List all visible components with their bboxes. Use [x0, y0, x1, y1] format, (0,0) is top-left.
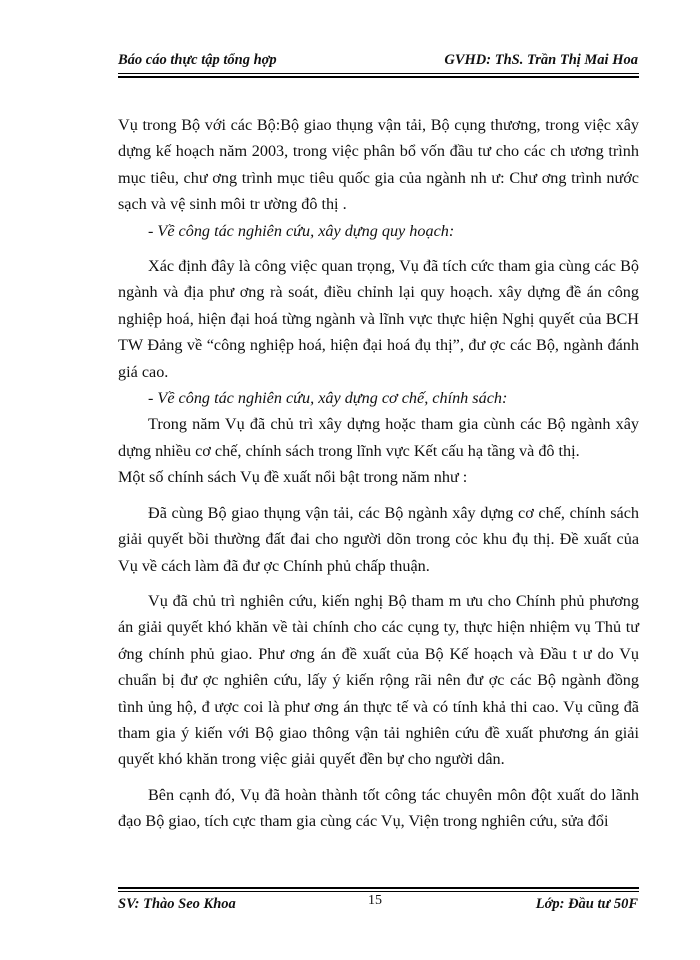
- footer-class: Lớp: Đầu tư 50F: [535, 896, 638, 912]
- paragraph-7: Bên cạnh đó, Vụ đã hoàn thành tốt công tác chuyên môn đột xuất do lãnh đạo Bộ giao, tích cực tham gia cùng các Vụ, Viện trong nghiên cứu, sửa đổi: [118, 785, 639, 831]
- section-heading-policy: - Về công tác nghiên cứu, xây dựng cơ chế, chính sách:: [148, 389, 508, 408]
- paragraph-3: Trong năm Vụ đã chủ trì xây dựng hoặc tham gia cùnh các Bộ ngành xây dựng nhiều cơ chế, chính sách trong lĩnh vực Kết cấu hạ tầng và đô thị.: [118, 415, 639, 460]
- page-number: 15: [368, 893, 382, 908]
- header-rule-thin: [118, 73, 639, 74]
- header-rule-thick: [118, 76, 639, 78]
- footer-student: SV: Thào Seo Khoa: [118, 896, 236, 912]
- paragraph-5: Đã cùng Bộ giao thụng vận tải, các Bộ ngành xây dựng cơ chế, chính sách giải quyết bồi thường đất đai cho người dõn trong cỏc khu đụ thị. Đề xuất của Vụ về cách làm đã đư ợc Chính phủ chấp thuận.: [118, 503, 639, 575]
- body-text: [118, 112, 639, 835]
- header-report-title: Báo cáo thực tập tổng hợp: [118, 52, 277, 68]
- footer-rule-thick: [118, 887, 639, 889]
- footer-rule-thin: [118, 891, 639, 892]
- paragraph-6: Vụ đã chủ trì nghiên cứu, kiến nghị Bộ tham m ưu cho Chính phủ phương án giải quyết khó khăn về tài chính cho các cụng ty, thực hiện nhiệm vụ Thủ tư ớng chính phủ giao. Phư ơng án đề xuất của Bộ Kế hoạch và Đầu t ư do Vụ chuẩn bị đư ợc nghiên cứu, lấy ý kiến rộng rãi nên đư ợc các Bộ ngành đồng tình ủng hộ, đ ược coi là phư ơng án thực tế và có tính khả thi cao. Vụ cũng đã tham gia ý kiến với Bộ giao thông vận tải nghiên cứu đề xuất phương án giải quyết khó khăn trong việc giải quyết đền bự cho người dân.: [118, 591, 639, 769]
- paragraph-4: Một số chính sách Vụ đề xuất nổi bật trong năm như :: [118, 468, 468, 487]
- paragraph-2: Xác định đây là công việc quan trọng, Vụ đã tích cức tham gia cùng các Bộ ngành và địa phư ơng rà soát, điều chỉnh lại quy hoạch. xây dựng đề án công nghiệp hoá, hiện đại hoá từng ngành và lĩnh vực thực hiện Nghị quyết của BCH TW Đảng về “công nghiệp hoá, hiện đại hoá đụ thị”, đư ợc các Bộ, ngành đánh giá cao.: [118, 257, 639, 381]
- section-heading-planning: - Về công tác nghiên cứu, xây dựng quy hoạch:: [148, 221, 455, 240]
- paragraph-1: Vụ trong Bộ với các Bộ:Bộ giao thụng vận tải, Bộ cụng thương, trong việc xây dựng kế hoạch năm 2003, trong việc phân bổ vốn đầu tư cho các ch ương trình mục tiêu, chư ơng trình mục tiêu quốc gia của ngành nh ư: Chư ơng trình nước sạch và vệ sinh môi tr ường đô thị .: [118, 116, 639, 214]
- header-supervisor: GVHD: ThS. Trần Thị Mai Hoa: [444, 52, 638, 68]
